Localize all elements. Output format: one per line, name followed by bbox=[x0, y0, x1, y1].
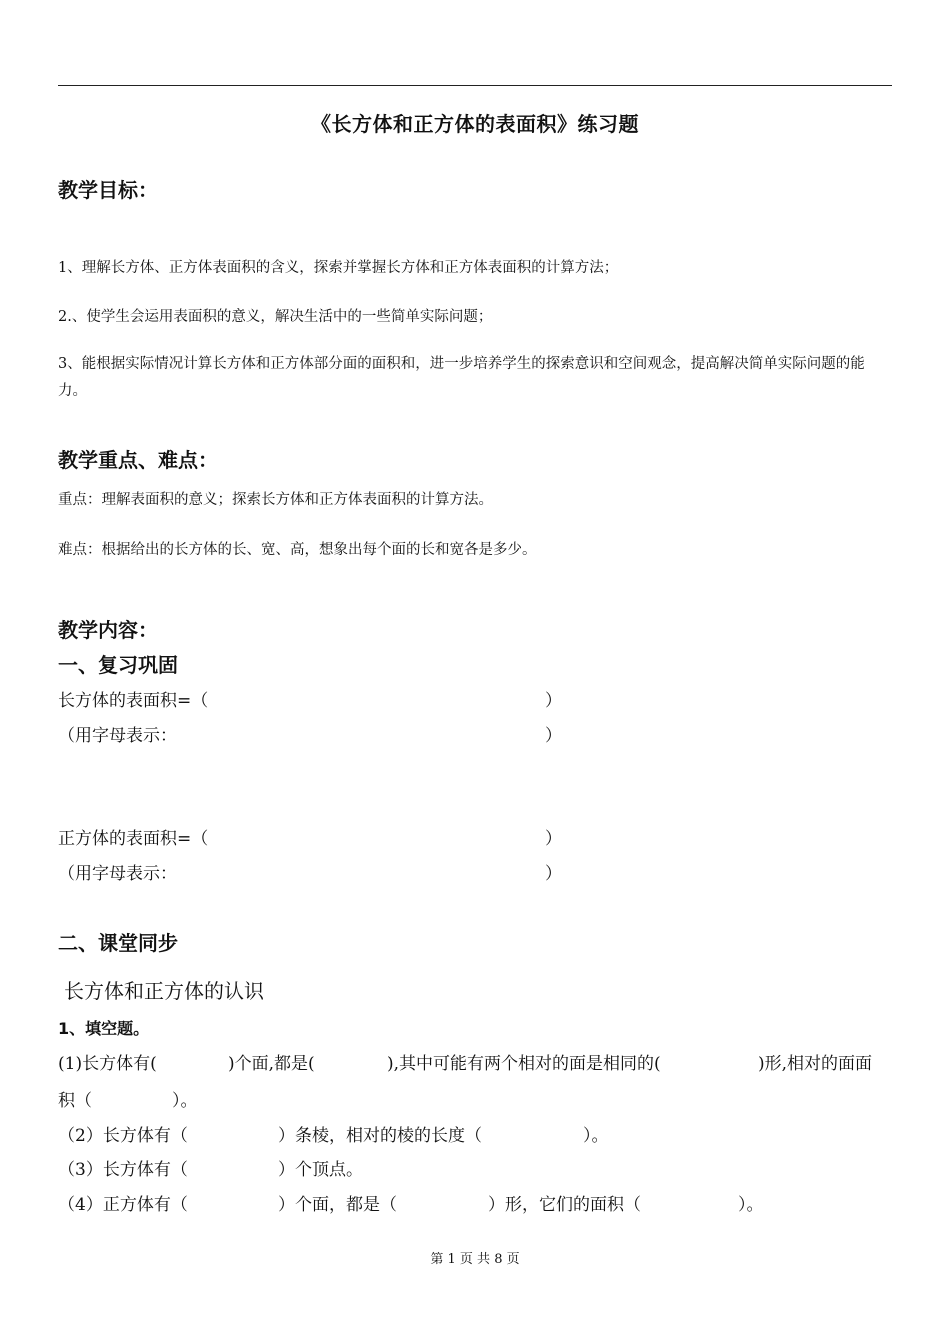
cuboid-area-close: ） bbox=[545, 691, 562, 711]
q1-part-a: (1)长方体有( bbox=[58, 1054, 157, 1074]
objective-item-3: 3、能根据实际情况计算长方体和正方体部分面的面积和，进一步培养学生的探索意识和空间观念，提高解决简单实际问题的能力。 bbox=[58, 356, 865, 399]
q2-part-c: ）。 bbox=[583, 1126, 609, 1146]
objective-item-1: 1、理解长方体、正方体表面积的含义，探索并掌握长方体和正方体表面积的计算方法； bbox=[58, 260, 619, 276]
objectives-heading: 教学目标： bbox=[58, 178, 158, 202]
q2-part-b: ）条棱，相对的棱的长度（ bbox=[278, 1126, 482, 1146]
focus-point: 重点：理解表面积的意义；探索长方体和正方体表面积的计算方法。 bbox=[58, 492, 493, 508]
fill-blank-heading: 1、填空题。 bbox=[58, 1019, 150, 1038]
cube-area-close: ） bbox=[545, 829, 562, 849]
q4-part-d: ）。 bbox=[738, 1195, 764, 1215]
review-heading: 一、复习巩固 bbox=[58, 653, 178, 677]
cube-letters-close: ） bbox=[545, 864, 562, 884]
q1-part-c: ),其中可能有两个相对的面是相同的( bbox=[387, 1054, 661, 1074]
page-footer: 第 1 页 共 8 页 bbox=[430, 1252, 520, 1267]
q1-part-d: )形,相对的面面 bbox=[758, 1054, 873, 1074]
cuboid-area-label: 长方体的表面积=（ bbox=[58, 691, 209, 711]
objective-item-2: 2.、使学生会运用表面积的意义，解决生活中的一些简单实际问题； bbox=[58, 309, 493, 325]
recognition-subheading: 长方体和正方体的认识 bbox=[64, 979, 264, 1003]
key-points-heading: 教学重点、难点： bbox=[58, 448, 218, 472]
cuboid-letters-label: （用字母表示： bbox=[58, 726, 177, 746]
cube-area-label: 正方体的表面积=（ bbox=[58, 829, 209, 849]
q3-part-b: ）个顶点。 bbox=[278, 1160, 363, 1180]
difficulty-point: 难点：根据给出的长方体的长、宽、高，想象出每个面的长和宽各是多少。 bbox=[58, 542, 537, 558]
header-rule bbox=[58, 85, 892, 86]
q1-part-f: ）。 bbox=[172, 1091, 198, 1111]
q1-part-b: )个面,都是( bbox=[228, 1054, 315, 1074]
cube-letters-label: （用字母表示： bbox=[58, 864, 177, 884]
document-title: 《长方体和正方体的表面积》练习题 bbox=[311, 112, 639, 136]
q4-part-c: ）形，它们的面积（ bbox=[488, 1195, 641, 1215]
classroom-heading: 二、课堂同步 bbox=[58, 931, 178, 955]
content-heading: 教学内容： bbox=[58, 618, 158, 642]
q2-part-a: （2）长方体有（ bbox=[58, 1126, 188, 1146]
q4-part-a: （4）正方体有（ bbox=[58, 1195, 188, 1215]
q4-part-b: ）个面，都是（ bbox=[278, 1195, 397, 1215]
q3-part-a: （3）长方体有（ bbox=[58, 1160, 188, 1180]
q1-part-e: 积（ bbox=[58, 1091, 92, 1111]
cuboid-letters-close: ） bbox=[545, 726, 562, 746]
